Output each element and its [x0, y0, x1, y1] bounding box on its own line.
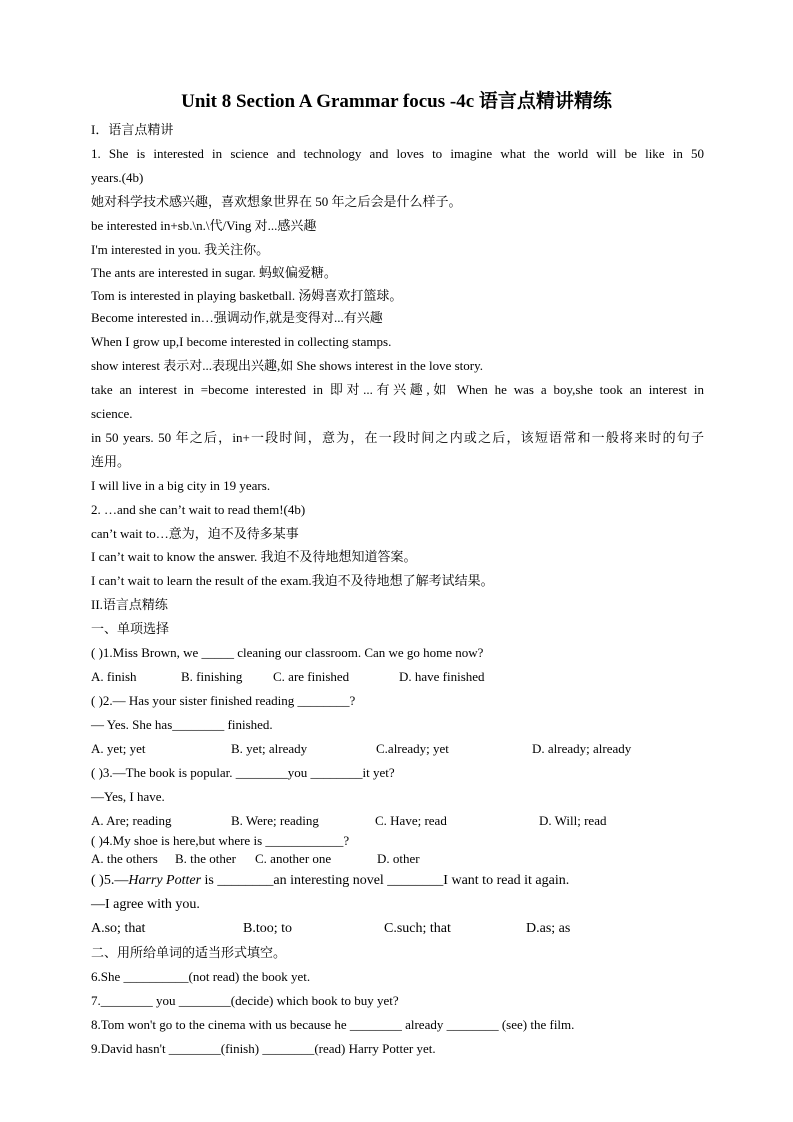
- section-heading: I．语言点精讲: [91, 122, 174, 137]
- text-line: When I grow up,I become interested in collecting stamps.: [91, 334, 392, 349]
- question-1: ( )1.Miss Brown, we _____ cleaning our classroom. Can we go home now?: [91, 645, 484, 660]
- question-2-line: — Yes. She has________ finished.: [91, 717, 273, 732]
- question-5-line: —I agree with you.: [91, 897, 200, 912]
- option: B. finishing: [181, 669, 243, 684]
- option: D. other: [377, 851, 420, 866]
- page-title: Unit 8 Section A Grammar focus -4c 语言点精讲精练: [181, 91, 612, 112]
- question-5-text: is ________an interesting novel ________I want to read it again.: [201, 873, 570, 888]
- option: B. the other: [175, 851, 237, 866]
- section-subheading: 一、单项选择: [91, 621, 170, 636]
- option: D. Will; read: [539, 813, 607, 828]
- question-3: ( )3.—The book is popular. ________you ________it yet?: [91, 765, 395, 780]
- text-line: be interested in+sb.\n.\代/Ving 对...感兴趣: [91, 218, 317, 233]
- option: C.such; that: [384, 921, 451, 936]
- section-subheading: 二、用所给单词的适当形式填空。: [91, 945, 287, 960]
- text-line: I will live in a big city in 19 years.: [91, 478, 271, 493]
- text-line: in 50 years. 50 年之后，in+一段时间，意为，在一段时间之内或之后，该短语常和一般将来时的句子: [91, 430, 704, 445]
- option: B.too; to: [243, 921, 293, 936]
- option: A. the others: [91, 851, 158, 866]
- options-row: [91, 921, 570, 937]
- text-line: I can’t wait to learn the result of the exam.我迫不及待地想了解考试结果。: [91, 573, 494, 588]
- options-row: [91, 851, 420, 867]
- option: B. yet; already: [231, 741, 308, 756]
- option: D.as; as: [526, 921, 571, 936]
- text-line: Tom is interested in playing basketball. 汤姆喜欢打篮球。: [91, 288, 403, 303]
- text-line: take an interest in =become interested in 即对...有兴趣,如 When he was a boy,she took an interest in: [91, 382, 704, 397]
- option: C.already; yet: [376, 741, 449, 756]
- question-7: 7.________ you ________(decide) which book to buy yet?: [91, 993, 399, 1008]
- options-row: [91, 741, 631, 757]
- option: D. already; already: [532, 741, 632, 756]
- book-title: Harry Potter: [128, 873, 202, 888]
- question-8: 8.Tom won't go to the cinema with us because he ________ already ________ (see) the film.: [91, 1017, 575, 1032]
- question-9: 9.David hasn't ________(finish) ________(read) Harry Potter yet.: [91, 1041, 436, 1056]
- text-line: I can’t wait to know the answer. 我迫不及待地想知道答案。: [91, 549, 417, 564]
- text-line: 连用。: [91, 454, 131, 469]
- options-row: [91, 669, 485, 685]
- question-5-number: ( )5.—: [91, 873, 129, 888]
- question-6: 6.She __________(not read) the book yet.: [91, 969, 311, 984]
- text-line: The ants are interested in sugar. 蚂蚁偏爱糖。: [91, 265, 337, 280]
- question-2: ( )2.— Has your sister finished reading ________?: [91, 693, 356, 708]
- text-line: Become interested in…强调动作,就是变得对...有兴趣: [91, 310, 383, 325]
- section-heading: II.语言点精练: [91, 597, 168, 612]
- question-5: [91, 873, 569, 889]
- option: C. Have; read: [375, 813, 447, 828]
- text-line: show interest 表示对...表现出兴趣,如 She shows interest in the love story.: [91, 358, 484, 373]
- text-line: 2. …and she can’t wait to read them!(4b): [91, 502, 306, 517]
- option: B. Were; reading: [231, 813, 319, 828]
- text-line: can’t wait to…意为，迫不及待多某事: [91, 526, 299, 541]
- option: A. Are; reading: [91, 813, 172, 828]
- text-line: science.: [91, 406, 133, 421]
- question-3-line: —Yes, I have.: [91, 789, 165, 804]
- text-line: 她对科学技术感兴趣，喜欢想象世界在 50 年之后会是什么样子。: [91, 194, 462, 209]
- text-line: I'm interested in you. 我关注你。: [91, 242, 270, 257]
- option: C. are finished: [273, 669, 350, 684]
- options-row: [91, 813, 606, 829]
- text-line: 1. She is interested in science and technology and loves to imagine what the world will be like in 50: [91, 146, 704, 161]
- text-line: years.(4b): [91, 170, 144, 185]
- option: A. yet; yet: [91, 741, 146, 756]
- option: C. another one: [255, 851, 332, 866]
- option: D. have finished: [399, 669, 485, 684]
- option: A. finish: [91, 669, 137, 684]
- option: A.so; that: [91, 921, 146, 936]
- question-4: ( )4.My shoe is here,but where is ____________?: [91, 833, 350, 848]
